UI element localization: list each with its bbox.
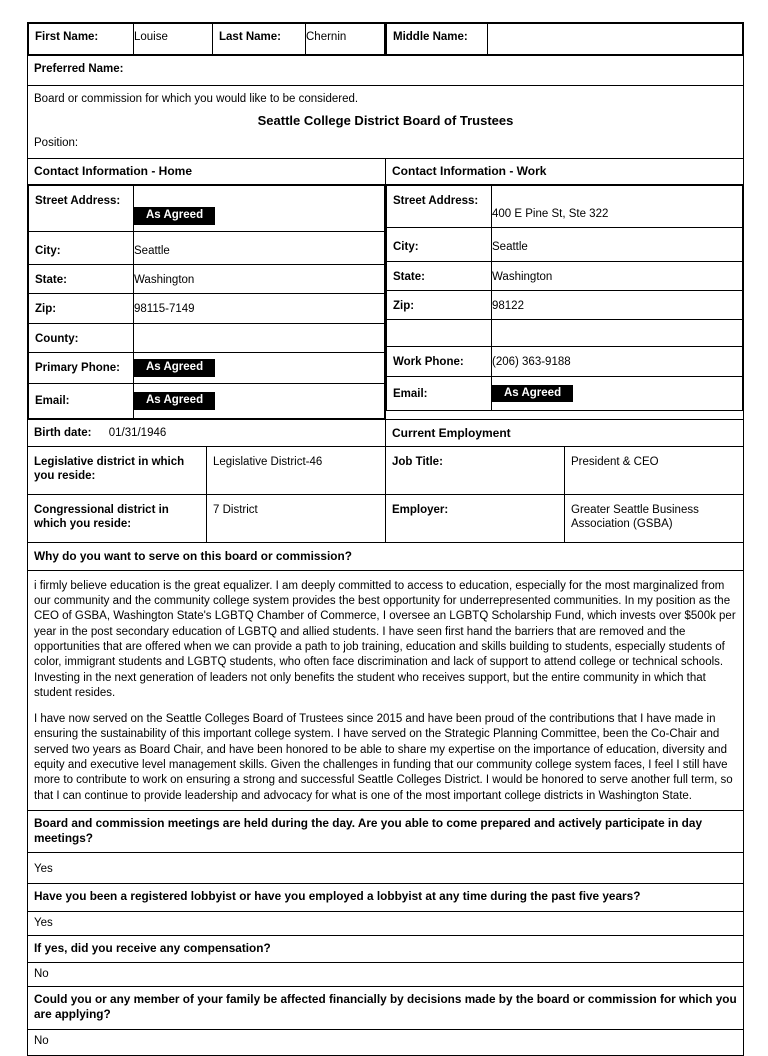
position-label: Position: (34, 137, 79, 150)
contact-header-row (28, 158, 744, 184)
question-3-cell (28, 884, 744, 911)
question-3-row (28, 884, 744, 911)
home-street-label: Street Address: (29, 185, 134, 231)
home-state-value: Washington (134, 264, 385, 293)
question-3-answer: Yes (34, 916, 53, 929)
question-4-text: If yes, did you receive any compensation? (34, 940, 271, 955)
birth-date-cell (28, 419, 386, 446)
question-3-answer-row (28, 911, 744, 935)
middle-name-value (488, 24, 743, 55)
home-street-value: As Agreed (134, 207, 215, 225)
preferred-name-row (28, 56, 744, 85)
question-5-answer-row (28, 1029, 744, 1055)
work-state-label: State: (387, 261, 492, 290)
question-2-answer-row (28, 853, 744, 884)
middle-name-label: Middle Name: (387, 24, 488, 55)
home-street-value-cell (134, 185, 385, 231)
question-2-row (28, 810, 744, 853)
name-right-cell (386, 23, 744, 56)
work-city-value: Seattle (492, 228, 743, 261)
question-1-answer-row (28, 570, 744, 810)
question-4-answer-row (28, 963, 744, 987)
question-1-text: Why do you want to serve on this board or commission? (34, 548, 352, 563)
essay-paragraph-2: I have now served on the Seattle Colleges Board of Trustees since 2015 and have been proud of the contributions that I have made in ensuring the sustainability of this important college system. I have served on the Strategic Planning Committee, been the Co-Chair and served two years as Board Chair, and have been honored to be able to share my expertise on the importance of education, diversity and equity and executive level management skills. Given the challenges in funding that our community college system faces, I feel I still have more to contribute to work on ensuring a strong and successful Seattle Colleges District. I would be honored to serve another full term, so that I can continue to provide leadership and advocacy for what is one of the most important college districts in Washington State. (34, 713, 733, 802)
contact-home-header (28, 158, 386, 184)
contact-work-header-label: Contact Information - Work (392, 163, 547, 178)
home-phone-label: Primary Phone: (29, 353, 134, 384)
work-state-value: Washington (492, 261, 743, 290)
board-prompt: Board or commission for which you would like to be considered. (34, 92, 359, 105)
first-name-label: First Name: (29, 24, 134, 55)
name-left-cell (28, 23, 386, 56)
employment-header: Current Employment (392, 425, 511, 440)
contact-details-row (28, 184, 744, 419)
home-email-label: Email: (29, 383, 134, 418)
congressional-district-label: Congressional district in which you reside: (28, 494, 207, 542)
home-email-value: As Agreed (134, 392, 215, 410)
last-name-value: Chernin (306, 24, 385, 55)
home-email-value-cell (134, 383, 385, 418)
legislative-jobtitle-row (28, 447, 744, 495)
contact-work-cell (386, 184, 744, 419)
question-1-cell (28, 542, 744, 570)
contact-home-cell (28, 184, 386, 419)
question-2-text: Board and commission meetings are held during the day. Are you able to come prepared and actively participate in day meetings? (34, 815, 703, 846)
contact-work-header (386, 158, 744, 184)
essay-paragraph-1: i firmly believe education is the great equalizer. I am deeply committed to access to education, especially for the most marginalized from our community and the community college system provides the best opportunity for underrepresented communities. In my position as the CEO of GSBA, Washington State's LGBTQ Chamber of Commerce, I oversee an LGBTQ Scholarship Fund, which invests over $500k per year in the post secondary education of LGBTQ and allied students. I have seen first hand the barriers that are removed and the opportunities that are offered when we can provide a path to job training, education and skills building to students, especially students of color, immigrant students and LGBTQ students, who often face discrimination and lack of support to attend college or technical schools. Investing in the next generation of leaders not only benefits the student who receives support, but the entire community in which that student resides. (34, 579, 736, 699)
home-state-label: State: (29, 264, 134, 293)
work-city-label: City: (387, 228, 492, 261)
question-4-answer: No (34, 968, 49, 981)
job-title-label: Job Title: (386, 447, 565, 495)
work-phone-value: (206) 363-9188 (492, 347, 743, 376)
congressional-district-value: 7 District (207, 494, 386, 542)
contact-home-header-label: Contact Information - Home (34, 163, 192, 178)
birth-date-value: 01/31/1946 (108, 426, 167, 439)
home-city-value: Seattle (134, 231, 385, 264)
work-email-value-cell (492, 376, 743, 411)
birth-date-label: Birth date: (34, 426, 92, 439)
home-county-label: County: (29, 323, 134, 352)
home-city-label: City: (29, 231, 134, 264)
question-5-text: Could you or any member of your family be affected financially by decisions made by the board or commission for which you are applying? (34, 992, 737, 1022)
work-phone-label: Work Phone: (387, 347, 492, 376)
preferred-name-label: Preferred Name: (34, 63, 124, 76)
question-5-answer-cell (28, 1029, 744, 1055)
job-title-value: President & CEO (565, 447, 744, 495)
preferred-name-cell (28, 56, 744, 85)
question-5-row (28, 987, 744, 1030)
employer-label: Employer: (386, 494, 565, 542)
work-zip-value: 98122 (492, 290, 743, 319)
board-name: Seattle College District Board of Trustees (257, 113, 514, 129)
home-phone-value: As Agreed (134, 359, 215, 377)
home-phone-value-cell (134, 353, 385, 384)
question-4-answer-cell (28, 963, 744, 987)
home-zip-label: Zip: (29, 294, 134, 323)
last-name-label: Last Name: (213, 24, 306, 55)
congressional-employer-row (28, 494, 744, 542)
question-1-answer-cell (28, 570, 744, 810)
home-county-value (134, 323, 385, 352)
employer-value: Greater Seattle Business Association (GSBA) (565, 494, 744, 542)
question-2-answer: Yes (34, 863, 53, 876)
question-3-answer-cell (28, 911, 744, 935)
question-5-cell (28, 987, 744, 1030)
first-name-value: Louise (134, 24, 213, 55)
legislative-district-label: Legislative district in which you reside: (28, 447, 207, 495)
work-email-label: Email: (387, 376, 492, 411)
question-2-cell (28, 810, 744, 853)
birth-employment-row (28, 419, 744, 446)
question-3-text: Have you been a registered lobbyist or have you employed a lobbyist at any time during the past five years? (34, 889, 641, 904)
work-street-value: 400 E Pine St, Ste 322 (492, 207, 609, 220)
home-zip-value: 98115-7149 (134, 294, 385, 323)
question-4-cell (28, 935, 744, 962)
question-1-row (28, 542, 744, 570)
legislative-district-value: Legislative District-46 (207, 447, 386, 495)
board-cell (28, 85, 744, 158)
question-4-row (28, 935, 744, 962)
board-row (28, 85, 744, 158)
application-form (27, 22, 744, 1056)
work-street-value-cell (492, 185, 743, 227)
employment-header-cell (386, 419, 744, 446)
question-2-answer-cell (28, 853, 744, 884)
question-5-answer: No (34, 1034, 49, 1047)
work-street-label: Street Address: (387, 185, 492, 227)
work-email-value: As Agreed (492, 385, 573, 403)
name-row (28, 23, 744, 56)
work-zip-label: Zip: (387, 290, 492, 319)
